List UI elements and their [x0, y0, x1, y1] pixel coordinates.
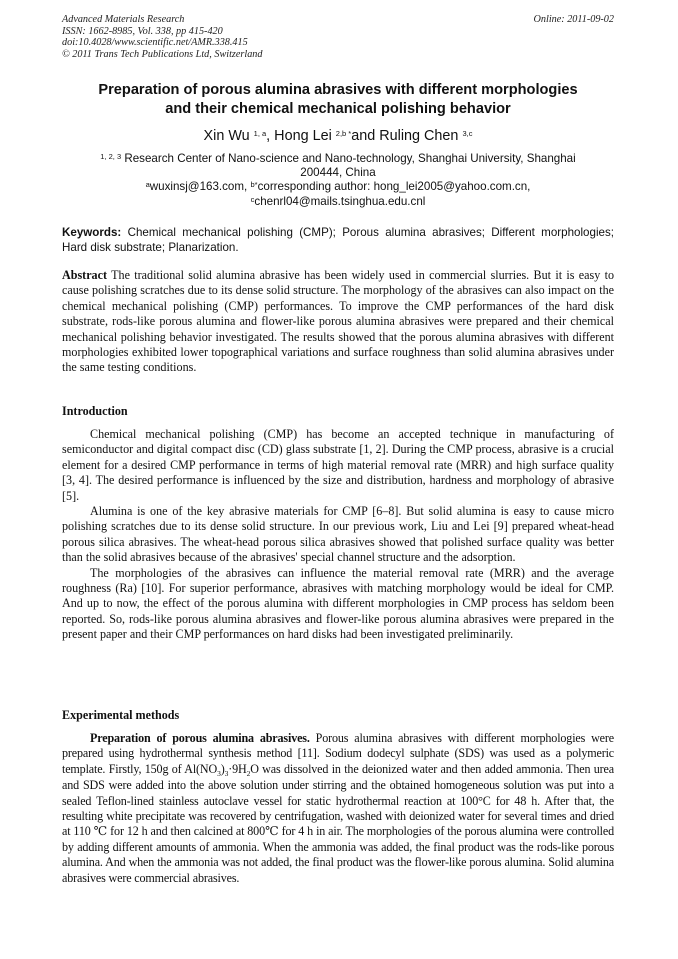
- experimental-paragraph: Preparation of porous alumina abrasives. Porous alumina abrasives with different morphologies were prepared using hydrothermal synthesis method [11]. Sodium dodecyl sulphate (SDS) was used as a polymeric template. Firstly, 150g of $Al(NO_3)_3\cdot 9H_2O$ was dissolved in the deionized water and then added ammonia. Then urea and SDS were added into the above solution under stirring and the obtained homogeneous solution was put into a sealed Teflon-lined stainless autoclave vessel for static hydrothermal reaction at 100°C for 48 h. After that, the resulting white precipitate was recovered by centrifugation, washed with deionized water for several times and dried at 110 ℃ for 12 h and then calcined at 800℃ for 4 h in air. The morphologies of the porous alumina were controlled by adding different amounts of ammonia. When the ammonia was added, the final product was the rods-like porous alumina. And when the ammonia was not added, the final product was the flower-like porous alumina. Solid alumina abrasives were commercial abrasives.: [62, 731, 614, 885]
- abstract: [62, 268, 614, 376]
- title-line-2: and their chemical mechanical polishing behavior: [165, 101, 511, 117]
- title-line-1: Preparation of porous alumina abrasives with different morphologies: [98, 82, 578, 98]
- intro-heading: Introduction: [62, 404, 128, 418]
- abstract-label: Abstract: [62, 268, 108, 282]
- introduction: [62, 427, 614, 643]
- copyright-line: © 2011 Trans Tech Publications Ltd, Switzerland: [62, 48, 263, 60]
- affiliation-sup: 1, 2, 3: [100, 152, 122, 161]
- author-list: [62, 127, 614, 145]
- email-c[interactable]: chenrl04@mails.tsinghua.edu.cnl: [254, 194, 426, 208]
- email-a[interactable]: wuxinsj@163.com,: [149, 180, 251, 194]
- abstract-text: The traditional solid alumina abrasive has been widely used in commercial slurries. But it is easy to cause polishing scratches due to its dense solid structure. The morphology of the abrasives can also impact on the chemical mechanical polishing (CMP) performances. To improve the CMP performances of the hard disk substrate, rods-like porous alumina and flower-like porous alumina abrasives were prepared and their chemical mechanical polishing behavior investigated. The results showed that the porous alumina abrasives with different morphologies exhibited lower topographical variations and surface roughness than solid alumina abrasives under the same testing conditions.: [62, 268, 615, 375]
- author-1: Xin Wu: [203, 128, 250, 144]
- issn-line: ISSN: 1662-8985, Vol. 338, pp 415-420: [62, 25, 223, 37]
- email-line-1: $^a$wuxinsj@163.com, $^{b*}$corresponding author: hong_lei2005@yahoo.com.cn,: [145, 180, 531, 194]
- author-separator: ,: [266, 128, 275, 144]
- author-1-affil: 1, a: [253, 129, 267, 138]
- author-2: Hong Lei: [274, 128, 332, 144]
- intro-paragraph-2: Alumina is one of the key abrasive materials for CMP [6–8]. But solid alumina is easy to cause micro polishing scratches due to its dense solid structure. In our previous work, Liu and Lei [9] prepared wheat-head porous silica abrasives. The wheat-head porous silica abrasives showed that polished surface quality was better than the solid abrasives because of the abrasives' special channel structure and the adsorption.: [62, 504, 614, 565]
- keywords: [62, 226, 614, 255]
- online-date: Online: 2011-09-02: [533, 14, 614, 25]
- doi-line: doi:10.4028/www.scientific.net/AMR.338.415: [62, 37, 248, 49]
- run-in-heading: Preparation of porous alumina abrasives.: [90, 731, 310, 745]
- author-3-affil: 3,c: [462, 129, 473, 138]
- author-2-affil: 2,b *: [335, 129, 352, 138]
- intro-paragraph-1: Chemical mechanical polishing (CMP) has become an accepted technique in manufacturing of semiconductor and digital compact disc (CD) glass substrate [1, 2]. During the CMP process, abrasive is a crucial element for a desired CMP performance in terms of high material removal rate (MRR) and high surface quality [3, 4]. The desired performance is influenced by the size and distribution, hardness and morphology of abrasive [5].: [62, 427, 614, 503]
- journal-header: [62, 14, 614, 60]
- affiliation-line-1: $^{1, 2, 3}$ Research Center of Nano-science and Nano-technology, Shanghai University, Shanghai: [100, 152, 576, 165]
- affiliation: [62, 152, 614, 209]
- journal-name: Advanced Materials Research: [62, 14, 185, 25]
- keywords-text: Chemical mechanical polishing (CMP); Porous alumina abrasives; Different morphologies; Hard disk substrate; Planarization.: [62, 226, 614, 254]
- experimental-heading: Experimental methods: [62, 708, 180, 722]
- email-line-2: $^c$chenrl04@mails.tsinghua.edu.cnl: [250, 194, 426, 208]
- paper-title: [62, 81, 614, 119]
- keywords-label: Keywords:: [62, 226, 122, 239]
- email-b[interactable]: corresponding author: hong_lei2005@yahoo.com.cn,: [257, 180, 531, 194]
- intro-paragraph-3: The morphologies of the abrasives can influence the material removal rate (MRR) and the average roughness (Ra) [10]. For superior performance, abrasives with matching morphology would be ideal for CMP. And up to now, the effect of the porous alumina with different morphologies in CMP process has seldom been reported. So, rods-like porous alumina abrasives and flower-like porous alumina abrasives were prepared in the present paper and their CMP performances on hard disks had been investigated preliminarily.: [62, 565, 614, 642]
- experimental-methods: [62, 731, 614, 886]
- affiliation-line-2: 200444, China: [300, 166, 376, 180]
- author-3: and Ruling Chen: [351, 128, 459, 144]
